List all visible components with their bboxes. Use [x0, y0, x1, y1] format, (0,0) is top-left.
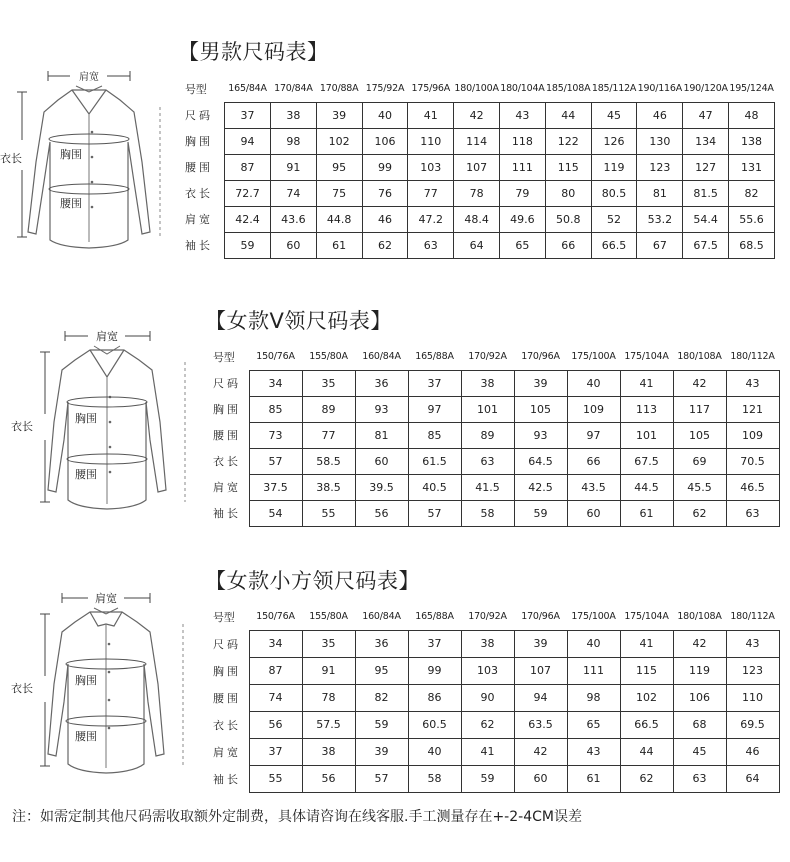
table-cell: 119	[591, 154, 637, 180]
table-cell: 45	[673, 738, 726, 765]
table-cell: 94	[225, 128, 271, 154]
table-cell: 38.5	[302, 474, 355, 500]
row-label: 胸围	[185, 135, 213, 148]
size-code: 185/112A	[591, 83, 637, 95]
size-code: 180/112A	[730, 610, 775, 622]
table-cell: 39	[355, 738, 408, 765]
header-label: 号型	[185, 83, 207, 96]
row-label: 尺码	[213, 637, 241, 651]
table-cell: 81.5	[683, 180, 729, 206]
table-cell: 60	[567, 500, 620, 526]
table-cell: 106	[362, 128, 408, 154]
table-cell: 41	[461, 738, 514, 765]
table-cell: 69	[673, 448, 726, 474]
table-cell: 46	[637, 102, 683, 128]
table-cell: 69.5	[726, 711, 779, 738]
table-cell: 121	[726, 396, 779, 422]
table-cell: 40	[567, 630, 620, 657]
waist-label: 腰围	[60, 197, 82, 210]
table-cell: 93	[355, 396, 408, 422]
table-cell: 60	[355, 448, 408, 474]
table-cell: 68.5	[729, 232, 775, 258]
table-cell: 80.5	[591, 180, 637, 206]
row-label: 尺码	[213, 377, 241, 390]
table-cell: 110	[726, 684, 779, 711]
size-code: 160/84A	[362, 351, 401, 363]
table-cell: 44.5	[620, 474, 673, 500]
table-cell: 39	[316, 102, 362, 128]
row-label: 肩宽	[185, 213, 213, 226]
table-cell: 123	[726, 657, 779, 684]
table-cell: 111	[567, 657, 620, 684]
table-cell: 109	[726, 422, 779, 448]
shirt-diagram-icon	[0, 584, 200, 784]
table-cell: 106	[673, 684, 726, 711]
table-cell: 54.4	[683, 206, 729, 232]
table-cell: 43.5	[567, 474, 620, 500]
table-cell: 43	[567, 738, 620, 765]
table-cell: 81	[637, 180, 683, 206]
table-cell: 59	[461, 765, 514, 792]
table-cell: 85	[408, 422, 461, 448]
table-cell: 70.5	[726, 448, 779, 474]
table-cell: 98	[567, 684, 620, 711]
table-cell: 52	[591, 206, 637, 232]
table-cell: 38	[270, 102, 316, 128]
size-code: 165/88A	[415, 610, 454, 622]
table-cell: 63.5	[514, 711, 567, 738]
table-cell: 77	[408, 180, 454, 206]
size-code: 165/84A	[228, 83, 267, 95]
table-cell: 37	[225, 102, 271, 128]
chest-label: 胸围	[75, 412, 97, 425]
size-code: 195/124A	[729, 83, 774, 95]
table-cell: 63	[461, 448, 514, 474]
table-cell: 59	[355, 711, 408, 738]
table-cell: 65	[567, 711, 620, 738]
table-cell: 44	[545, 102, 591, 128]
table-cell: 76	[362, 180, 408, 206]
table-cell: 41	[620, 630, 673, 657]
table-cell: 103	[461, 657, 514, 684]
table-cell: 43	[726, 630, 779, 657]
chest-label: 胸围	[60, 148, 82, 161]
table-cell: 45	[591, 102, 637, 128]
table-cell: 46.5	[726, 474, 779, 500]
table-cell: 58.5	[302, 448, 355, 474]
table-cell: 74	[249, 684, 302, 711]
table-cell: 57.5	[302, 711, 355, 738]
table-cell: 45.5	[673, 474, 726, 500]
table-row	[211, 765, 779, 792]
table-cell: 103	[408, 154, 454, 180]
shoulder-label: 肩宽	[79, 72, 99, 83]
table-cell: 110	[408, 128, 454, 154]
table-cell: 114	[454, 128, 500, 154]
table-cell: 34	[249, 370, 302, 396]
size-code: 175/96A	[411, 83, 451, 95]
table-cell: 57	[408, 500, 461, 526]
table-cell: 94	[514, 684, 567, 711]
table-cell: 54	[249, 500, 302, 526]
table-cell: 123	[637, 154, 683, 180]
table-cell: 62	[620, 765, 673, 792]
table-cell: 63	[726, 500, 779, 526]
size-code: 175/104A	[624, 610, 669, 622]
table-cell: 47.2	[408, 206, 454, 232]
table-cell: 66	[545, 232, 591, 258]
table-cell: 118	[500, 128, 546, 154]
table-cell: 79	[500, 180, 546, 206]
row-label: 衣长	[213, 455, 241, 468]
table-cell: 48.4	[454, 206, 500, 232]
size-code: 170/88A	[319, 83, 359, 95]
table-cell: 38	[461, 370, 514, 396]
table-cell: 40	[567, 370, 620, 396]
table-cell: 40	[408, 738, 461, 765]
table-cell: 37	[408, 630, 461, 657]
table-cell: 60	[514, 765, 567, 792]
table-cell: 80	[545, 180, 591, 206]
table-cell: 67.5	[620, 448, 673, 474]
table-cell: 66	[567, 448, 620, 474]
size-code: 170/92A	[468, 610, 507, 622]
section-title: 【女款V领尺码表】	[205, 309, 392, 333]
table-cell: 41	[408, 102, 454, 128]
table-cell: 39.5	[355, 474, 408, 500]
table-cell: 60.5	[408, 711, 461, 738]
table-cell: 62	[461, 711, 514, 738]
table-cell: 39	[514, 370, 567, 396]
table-cell: 44	[620, 738, 673, 765]
table-cell: 38	[302, 738, 355, 765]
table-cell: 91	[302, 657, 355, 684]
table-cell: 65	[500, 232, 546, 258]
shoulder-label: 肩宽	[95, 592, 117, 605]
length-label: 衣长	[11, 420, 33, 433]
table-cell: 67.5	[683, 232, 729, 258]
table-cell: 44.8	[316, 206, 362, 232]
table-cell: 61	[316, 232, 362, 258]
table-cell: 105	[514, 396, 567, 422]
table-cell: 59	[514, 500, 567, 526]
table-cell: 55.6	[729, 206, 775, 232]
table-cell: 98	[270, 128, 316, 154]
table-cell: 37	[249, 738, 302, 765]
table-cell: 36	[355, 370, 408, 396]
table-cell: 67	[637, 232, 683, 258]
footnote: 注：如需定制其他尺码需收取额外定制费，具体请咨询在线客服.手工测量存在+-2-4CM误差	[12, 809, 582, 825]
table-cell: 40.5	[408, 474, 461, 500]
table-cell: 87	[225, 154, 271, 180]
table-cell: 48	[729, 102, 775, 128]
table-cell: 131	[729, 154, 775, 180]
table-cell: 62	[362, 232, 408, 258]
row-label: 胸围	[213, 664, 241, 678]
table-cell: 57	[355, 765, 408, 792]
size-code: 150/76A	[256, 610, 295, 622]
table-cell: 95	[355, 657, 408, 684]
table-cell: 109	[567, 396, 620, 422]
table-cell: 49.6	[500, 206, 546, 232]
table-cell: 34	[249, 630, 302, 657]
table-cell: 89	[461, 422, 514, 448]
size-code: 190/120A	[683, 83, 728, 95]
table-cell: 35	[302, 370, 355, 396]
table-cell: 119	[673, 657, 726, 684]
table-cell: 63	[408, 232, 454, 258]
row-label: 胸围	[213, 403, 241, 416]
table-cell: 105	[673, 422, 726, 448]
waist-label: 腰围	[75, 468, 97, 481]
table-cell: 64	[726, 765, 779, 792]
row-label: 肩宽	[213, 481, 241, 494]
row-label: 袖长	[213, 507, 241, 520]
size-code: 180/104A	[500, 83, 545, 95]
row-label: 袖长	[213, 772, 241, 786]
table-cell: 43	[726, 370, 779, 396]
table-cell: 122	[545, 128, 591, 154]
table-cell: 107	[514, 657, 567, 684]
row-label: 尺码	[185, 109, 213, 122]
table-row	[211, 630, 779, 657]
table-cell: 43	[500, 102, 546, 128]
table-cell: 74	[270, 180, 316, 206]
womens-square-collar-size-table	[211, 603, 780, 793]
table-cell: 56	[355, 500, 408, 526]
table-cell: 38	[461, 630, 514, 657]
header-label: 号型	[213, 351, 235, 364]
table-cell: 87	[249, 657, 302, 684]
table-cell: 82	[355, 684, 408, 711]
size-code: 185/108A	[546, 83, 591, 95]
table-cell: 102	[316, 128, 362, 154]
table-cell: 99	[408, 657, 461, 684]
table-cell: 56	[302, 765, 355, 792]
table-cell: 39	[514, 630, 567, 657]
row-label: 衣长	[213, 718, 241, 732]
size-code: 180/108A	[677, 610, 722, 622]
row-label: 袖长	[185, 239, 213, 252]
table-cell: 37.5	[249, 474, 302, 500]
size-code: 170/96A	[521, 610, 560, 622]
length-label: 衣长	[11, 682, 33, 695]
table-cell: 93	[514, 422, 567, 448]
table-cell: 56	[249, 711, 302, 738]
table-cell: 42	[454, 102, 500, 128]
waist-label: 腰围	[75, 730, 97, 743]
table-cell: 113	[620, 396, 673, 422]
table-cell: 101	[461, 396, 514, 422]
table-cell: 117	[673, 396, 726, 422]
table-cell: 127	[683, 154, 729, 180]
size-code: 170/92A	[468, 351, 507, 363]
table-cell: 41.5	[461, 474, 514, 500]
table-cell: 95	[316, 154, 362, 180]
table-cell: 58	[461, 500, 514, 526]
table-cell: 37	[408, 370, 461, 396]
size-code: 160/84A	[362, 610, 401, 622]
table-cell: 61	[567, 765, 620, 792]
header-label: 号型	[213, 610, 235, 624]
table-cell: 47	[683, 102, 729, 128]
size-header-row	[211, 603, 779, 630]
table-cell: 82	[729, 180, 775, 206]
shoulder-label: 肩宽	[96, 330, 118, 343]
size-code: 175/92A	[365, 83, 405, 95]
table-cell: 61	[620, 500, 673, 526]
table-cell: 78	[454, 180, 500, 206]
table-cell: 97	[567, 422, 620, 448]
table-cell: 36	[355, 630, 408, 657]
table-cell: 91	[270, 154, 316, 180]
table-cell: 99	[362, 154, 408, 180]
table-row	[211, 684, 779, 711]
size-code: 170/96A	[521, 351, 560, 363]
table-row	[211, 657, 779, 684]
table-cell: 89	[302, 396, 355, 422]
table-cell: 72.7	[225, 180, 271, 206]
table-cell: 90	[461, 684, 514, 711]
table-cell: 35	[302, 630, 355, 657]
table-cell: 53.2	[637, 206, 683, 232]
row-label: 肩宽	[213, 745, 241, 759]
table-cell: 40	[362, 102, 408, 128]
size-code: 155/80A	[309, 610, 348, 622]
size-code: 170/84A	[274, 83, 313, 95]
table-cell: 42	[673, 370, 726, 396]
table-cell: 86	[408, 684, 461, 711]
size-code: 180/108A	[677, 351, 722, 363]
row-label: 腰围	[213, 429, 241, 442]
table-cell: 134	[683, 128, 729, 154]
table-cell: 64	[454, 232, 500, 258]
table-cell: 101	[620, 422, 673, 448]
table-cell: 68	[673, 711, 726, 738]
row-label: 腰围	[213, 691, 241, 705]
table-cell: 126	[591, 128, 637, 154]
table-cell: 60	[270, 232, 316, 258]
table-cell: 130	[637, 128, 683, 154]
size-code: 175/104A	[624, 351, 669, 363]
table-cell: 61.5	[408, 448, 461, 474]
table-cell: 115	[545, 154, 591, 180]
table-cell: 73	[249, 422, 302, 448]
table-cell: 46	[362, 206, 408, 232]
table-cell: 81	[355, 422, 408, 448]
table-cell: 55	[302, 500, 355, 526]
size-code: 180/100A	[454, 83, 499, 95]
table-row	[211, 738, 779, 765]
table-cell: 138	[729, 128, 775, 154]
table-cell: 63	[673, 765, 726, 792]
size-code: 165/88A	[415, 351, 454, 363]
size-code: 175/100A	[571, 351, 616, 363]
table-cell: 102	[620, 684, 673, 711]
table-cell: 64.5	[514, 448, 567, 474]
table-cell: 42	[514, 738, 567, 765]
size-code: 190/116A	[637, 83, 683, 95]
table-cell: 66.5	[591, 232, 637, 258]
table-cell: 55	[249, 765, 302, 792]
table-cell: 57	[249, 448, 302, 474]
table-cell: 42	[673, 630, 726, 657]
table-cell: 85	[249, 396, 302, 422]
table-cell: 77	[302, 422, 355, 448]
table-cell: 43.6	[270, 206, 316, 232]
length-label: 衣长	[0, 152, 22, 165]
section-title: 【男款尺码表】	[178, 40, 329, 64]
table-cell: 75	[316, 180, 362, 206]
table-cell: 58	[408, 765, 461, 792]
size-code: 155/80A	[309, 351, 348, 363]
size-code: 150/76A	[256, 351, 295, 363]
table-cell: 62	[673, 500, 726, 526]
table-cell: 59	[225, 232, 271, 258]
chest-label: 胸围	[75, 674, 97, 687]
row-label: 衣长	[185, 187, 213, 200]
table-cell: 78	[302, 684, 355, 711]
table-cell: 46	[726, 738, 779, 765]
size-code: 175/100A	[571, 610, 616, 622]
table-cell: 42.5	[514, 474, 567, 500]
table-cell: 107	[454, 154, 500, 180]
row-label: 腰围	[185, 161, 213, 174]
table-row	[211, 711, 779, 738]
table-cell: 42.4	[225, 206, 271, 232]
size-code: 180/112A	[730, 351, 775, 363]
table-cell: 111	[500, 154, 546, 180]
table-cell: 97	[408, 396, 461, 422]
table-cell: 50.8	[545, 206, 591, 232]
table-cell: 66.5	[620, 711, 673, 738]
table-cell: 41	[620, 370, 673, 396]
section-title: 【女款小方领尺码表】	[205, 569, 420, 593]
table-cell: 115	[620, 657, 673, 684]
